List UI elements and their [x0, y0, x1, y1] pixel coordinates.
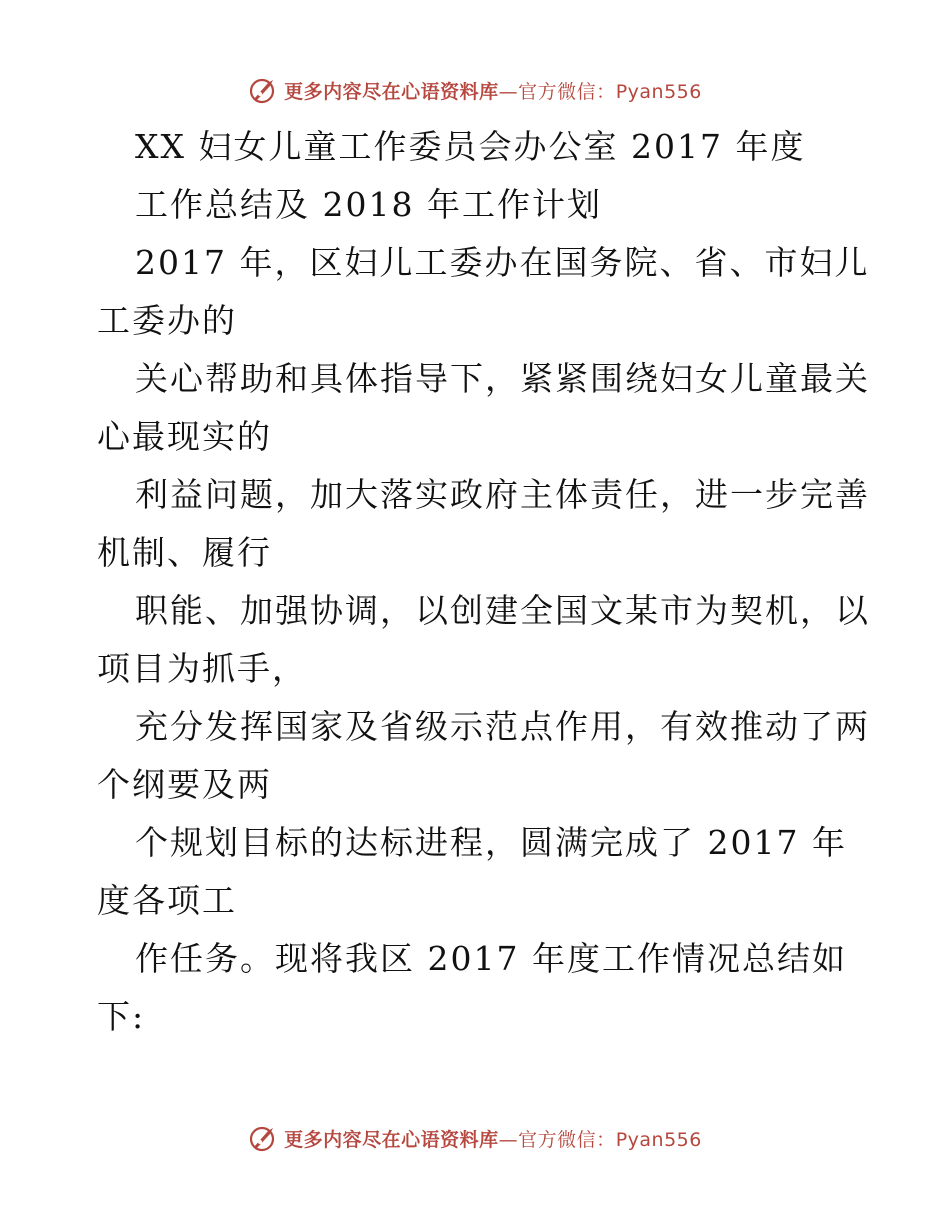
quill-pen-icon [248, 75, 278, 105]
watermark-dash: — [498, 1128, 519, 1151]
paragraph-line: 职能、加强协调，以创建全国文某市为契机，以 [135, 591, 870, 630]
watermark-banner-bottom [0, 1118, 950, 1158]
document-title-line-1: XX 妇女儿童工作委员会办公室 2017 年度 [135, 127, 806, 166]
paragraph-line: 度各项工 [97, 881, 237, 920]
document-title-line-2: 工作总结及 2018 年工作计划 [135, 185, 602, 224]
watermark-banner-top [0, 70, 950, 110]
paragraph-line: 利益问题，加大落实政府主体责任，进一步完善 [135, 475, 870, 514]
watermark-wechat-label: 官方微信： [518, 1128, 616, 1151]
watermark-wechat-label: 官方微信： [518, 80, 616, 103]
watermark-wechat-id: Pyan556 [615, 1128, 702, 1151]
paragraph-line: 个纲要及两 [97, 765, 272, 804]
watermark-brand: 更多内容尽在心语资料库 [284, 1128, 499, 1151]
paragraph-line: 机制、履行 [97, 533, 272, 572]
watermark-text [284, 1125, 702, 1152]
watermark-text [284, 77, 702, 104]
quill-pen-icon [248, 1123, 278, 1153]
paragraph-line: 个规划目标的达标进程，圆满完成了 2017 年 [135, 823, 847, 862]
watermark-dash: — [498, 80, 519, 103]
paragraph-line: 充分发挥国家及省级示范点作用，有效推动了两 [135, 707, 870, 746]
paragraph-line: 工委办的 [97, 301, 237, 340]
paragraph-line: 心最现实的 [97, 417, 272, 456]
paragraph-line: 下: [97, 997, 146, 1036]
paragraph-line: 关心帮助和具体指导下，紧紧围绕妇女儿童最关 [135, 359, 870, 398]
paragraph-line: 项目为抓手， [97, 649, 307, 688]
watermark-brand: 更多内容尽在心语资料库 [284, 80, 499, 103]
watermark-wechat-id: Pyan556 [615, 80, 702, 103]
paragraph-line: 2017 年，区妇儿工委办在国务院、省、市妇儿 [135, 243, 870, 282]
paragraph-line: 作任务。现将我区 2017 年度工作情况总结如 [135, 939, 847, 978]
